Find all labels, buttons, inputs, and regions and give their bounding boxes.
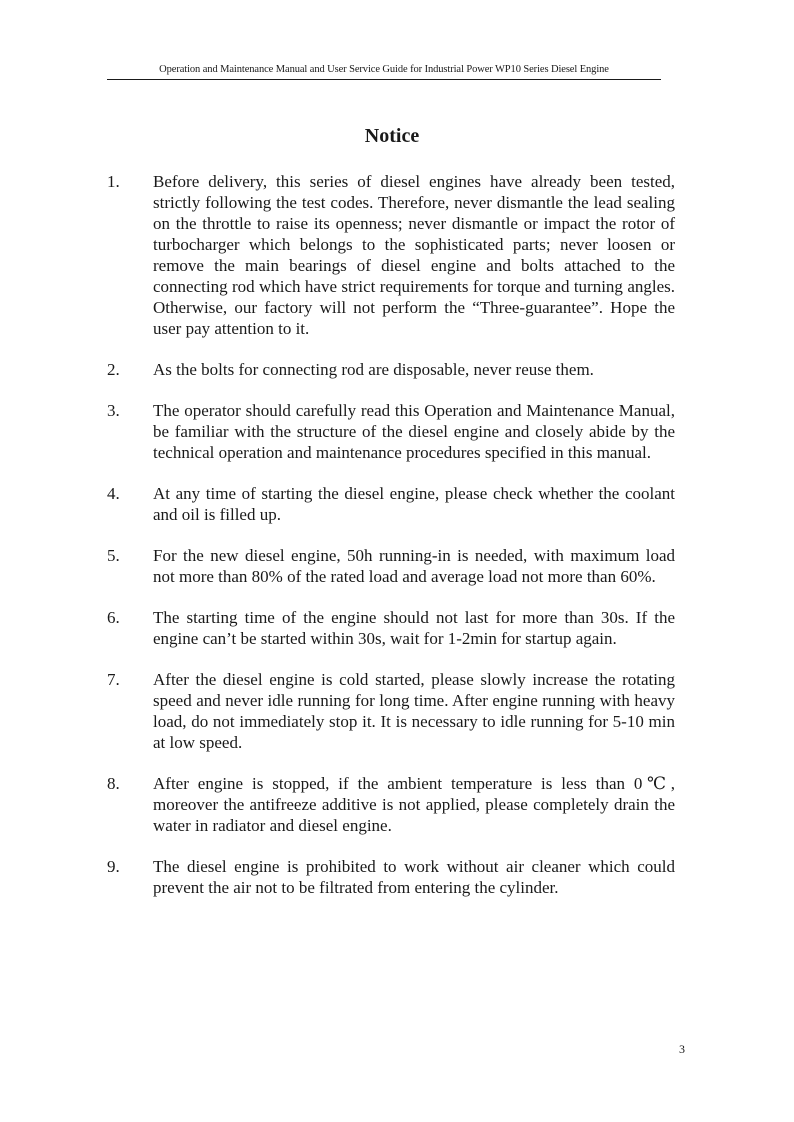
notice-item-1 xyxy=(107,171,675,339)
item-text: Before delivery, this series of diesel engines have already been tested, strictly following the test codes. Therefore, never dismantle the lead sealing on the throttle to raise its openness; never dismantle or impact the rotor of turbocharger which belongs to the sophisticated parts; never loosen or remove the main bearings of diesel engine and bolts attached to the connecting rod which have strict requirements for torque and turning angles. Otherwise, our factory will not perform the “Three-guarantee”. Hope the user pay attention to it. xyxy=(153,172,675,338)
notice-list xyxy=(107,171,675,918)
notice-item-9 xyxy=(107,856,675,898)
notice-item-7 xyxy=(107,669,675,753)
running-header: Operation and Maintenance Manual and User Service Guide for Industrial Power WP10 Series Diesel Engine xyxy=(159,64,609,75)
item-text: After engine is stopped, if the ambient temperature is less than 0℃, moreover the antifreeze additive is not applied, please completely drain the water in radiator and diesel engine. xyxy=(153,774,675,835)
item-number: 5. xyxy=(107,546,120,565)
item-text: After the diesel engine is cold started, please slowly increase the rotating speed and never idle running for long time. After engine running with heavy load, do not immediately stop it. It is necessary to idle running for 5-10 min at low speed. xyxy=(153,670,675,752)
item-text: The operator should carefully read this Operation and Maintenance Manual, be familiar with the structure of the diesel engine and closely abide by the technical operation and maintenance procedures specified in this manual. xyxy=(153,401,675,462)
page-number: 3 xyxy=(679,1042,685,1056)
notice-item-2 xyxy=(107,359,675,380)
page-title: Notice xyxy=(364,125,420,147)
notice-item-8 xyxy=(107,773,675,836)
item-number: 6. xyxy=(107,608,120,627)
item-number: 8. xyxy=(107,774,120,793)
item-text: As the bolts for connecting rod are disposable, never reuse them. xyxy=(153,360,594,379)
item-text: The diesel engine is prohibited to work without air cleaner which could prevent the air not to be filtrated from entering the cylinder. xyxy=(153,857,675,897)
notice-item-6 xyxy=(107,607,675,649)
item-text: The starting time of the engine should not last for more than 30s. If the engine can’t be started within 30s, wait for 1-2min for startup again. xyxy=(153,608,675,648)
item-number: 2. xyxy=(107,360,120,379)
item-text: At any time of starting the diesel engine, please check whether the coolant and oil is filled up. xyxy=(153,484,675,524)
item-number: 1. xyxy=(107,172,120,191)
notice-item-4 xyxy=(107,483,675,525)
item-number: 3. xyxy=(107,401,120,420)
notice-item-5 xyxy=(107,545,675,587)
item-number: 9. xyxy=(107,857,120,876)
item-text: For the new diesel engine, 50h running-in is needed, with maximum load not more than 80% of the rated load and average load not more than 60%. xyxy=(153,546,675,586)
item-number: 7. xyxy=(107,670,120,689)
header-rule xyxy=(107,79,661,80)
item-number: 4. xyxy=(107,484,120,503)
notice-item-3 xyxy=(107,400,675,463)
